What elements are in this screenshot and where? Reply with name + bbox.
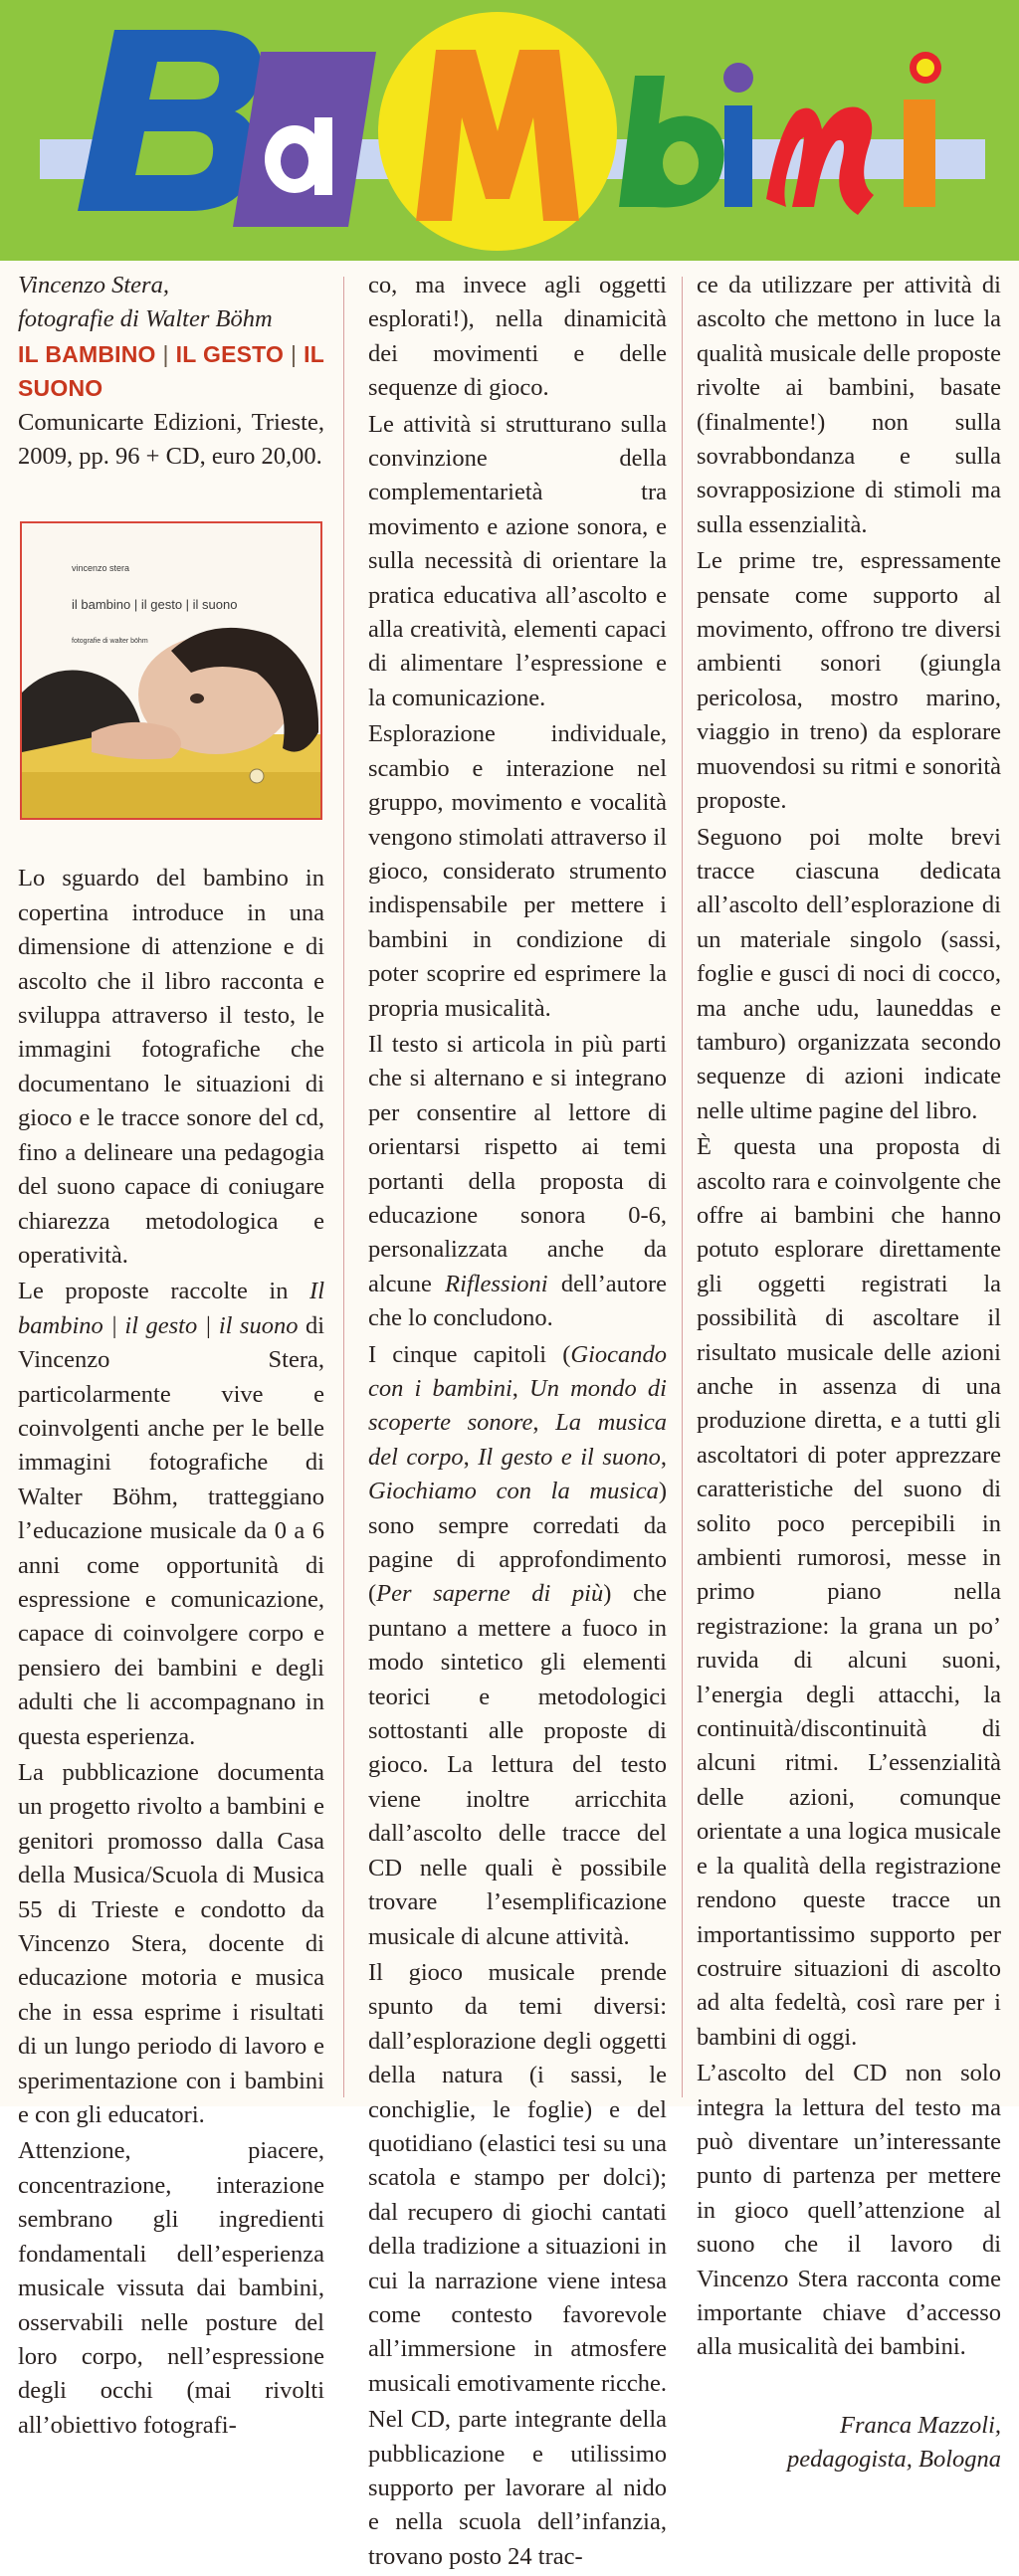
italic-term: Riflessioni	[445, 1270, 548, 1297]
paragraph	[368, 1338, 667, 1954]
paragraph: Seguono poi molte brevi tracce ciascuna dedicata all’ascolto dell’esplorazione di un materiale singolo (sassi, foglie e gusci di noci di cocco, ma anche udu, launeddas e tamburo) organizzata secondo sequenze di azioni indicate nelle ultime pagine del libro.	[697, 823, 1001, 1124]
column-rule	[343, 277, 344, 2097]
paragraph: È questa una proposta di ascolto rara e coinvolgente che offre ai bambini che hanno potuto esplorare direttamente gli oggetti registrati la possibilità di ascoltare il risultato musicale delle azioni anche in assenza di una produzione diretta, e a tutti gli ascoltatori di poter apprezzare caratteristiche del suono di solito poco percepibili in ambienti rumorosi, messe in primo piano nella registrazione: la grana un po’ ruvida di alcuni suoni, l’energia degli attacchi, la continuità/discontinuità di alcuni ritmi. L’essenzialità delle azioni, comunque orientate a una logica musicale e la qualità della registrazione rendono queste tracce un importantissimo supporto per costruire situazioni di ascolto ad alta fedeltà, così rare per i bambini di oggi.	[697, 1133, 1001, 2051]
publisher-info: Comunicarte Edizioni, Trieste, 2009, pp. 96 + CD, euro 20,00.	[18, 408, 324, 471]
cover-title: il bambino | il gesto | il suono	[72, 596, 238, 612]
book-author: Vincenzo Stera,	[18, 272, 169, 298]
paragraph: Il gioco musicale prende spunto da temi diversi: dall’esplorazione degli oggetti della natura (i sassi, le conchiglie, le foglie) e del quotidiano (elastici tesi su una scatola e stampo per dolci); dal recupero di giochi cantati della tradizione a situazioni in cui la narrazione viene intesa come contesto favorevole all’immersione in atmosfere musicali emotivamente ricche.	[368, 1958, 668, 2397]
paragraph: Esplorazione individuale, scambio e interazione nel gruppo, movimento e vocalità vengono stimolati attraverso il gioco, considerato strumento indispensabile per mettere i bambini in condizione di poter scoprire ed esprimere la propria musicalità.	[368, 720, 667, 1022]
text-run: Le proposte raccolte in	[18, 1278, 310, 1305]
book-title	[18, 337, 324, 406]
logo-letter-i2	[904, 52, 941, 207]
paragraph	[368, 1028, 667, 1336]
title-separator: |	[162, 340, 169, 367]
book-cover-image	[20, 521, 322, 820]
paragraph: co, ma invece agli oggetti esplorati!), nella dinamicità dei movimenti e delle sequenze di gioco.	[368, 272, 667, 402]
text-run: di Vincenzo Stera, particolarmente vive e coinvolgenti anche per le belle immagini fotografiche di Walter Böhm, tratteggiano l’educazione musicale da 0 a 6 anni come opportunità di espressione e comunicazione, capace di coinvolgere corpo e pensiero dei bambini e degli adulti che li accompagnano in questa esperienza.	[18, 1311, 325, 1750]
paragraph: Nel CD, parte integrante della pubblicazione e utilissimo supporto per lavorare al nido e nella scuola dell’infanzia, trovano posto 24 trac-	[368, 2406, 667, 2570]
book-title-part: IL BAMBINO	[18, 340, 156, 367]
column-3	[697, 269, 1001, 2477]
book-photographer: fotografie di Walter Böhm	[18, 305, 273, 333]
paragraph: Le prime tre, espressamente pensate come supporto al movimento, offrono tre diversi ambienti sonori (giungla pericolosa, mostro marino, viaggio in treno) da esplorare muovendosi su ritmi e sonorità proposte.	[697, 547, 1001, 815]
chapter-title: Un mondo di scoperte sonore	[368, 1375, 667, 1437]
book-title-part: IL GESTO	[175, 340, 285, 367]
logo-letter-n	[766, 106, 874, 215]
italic-term: Per saperne di più	[376, 1580, 604, 1608]
paragraph: La pubblicazione documenta un progetto rivolto a bambini e genitori promosso dalla Casa della Musica/Scuola di Musica 55 di Trieste e condotto da Vincenzo Stera, docente di educazione motoria e musica che in essa esprime i risultati di un lungo periodo di lavoro e sperimentazione con i bambini e con gli educatori.	[18, 1759, 324, 2129]
logo-letter-i	[723, 63, 753, 207]
column-2	[368, 269, 667, 2576]
logo-letter-B	[78, 30, 262, 211]
chapter-title: La musica del corpo	[368, 1409, 667, 1471]
bambini-logo	[0, 0, 1019, 261]
chapter-title: Il gesto e il suono	[478, 1443, 661, 1471]
signature	[697, 2409, 1001, 2477]
text-run: ,	[532, 1409, 556, 1437]
text-run: ,	[660, 1443, 668, 1471]
text-run: ,	[511, 1375, 530, 1402]
cover-child-photo	[22, 523, 320, 818]
signature-name: Franca Mazzoli,	[840, 2411, 1001, 2439]
chapter-title: Giocando con i bambini	[368, 1340, 667, 1402]
text-run: ,	[463, 1443, 479, 1471]
column-1	[18, 269, 324, 2445]
title-separator: |	[291, 340, 298, 367]
paragraph: Le attività si strutturano sulla convinzione della complementarietà tra movimento e azione sonora, e sulla necessità di orientare la pratica educativa all’ascolto e alla creatività, elementi capaci di alimentare l’espressione e la comunicazione.	[368, 410, 667, 711]
paragraph: L’ascolto del CD non solo integra la lettura del testo ma può diventare un’interessante punto di partenza per mettere in gioco quell’attenzione al suono che il lavoro di Vincenzo Stera racconta come importante chiave d’accesso alla musicalità dei bambini.	[697, 2060, 1001, 2361]
paragraph	[18, 1275, 324, 1754]
cover-author: vincenzo stera	[72, 563, 130, 574]
text-run: dell’autore che lo concludono.	[368, 1270, 667, 1332]
text-run: I cinque capitoli (	[368, 1340, 571, 1368]
banner-header	[0, 0, 1019, 261]
cover-byline: fotografie di walter böhm	[72, 638, 148, 646]
book-title-part: IL SUONO	[18, 340, 324, 402]
text-run: ) sono sempre corredati da pagine di approfondimento (	[368, 1478, 667, 1608]
text-run: Il testo si articola in più parti che si alternano e si integrano per consentire al lettore di orientarsi rispetto ai temi portanti della proposta di educazione sonora 0-6, personalizzata anche da alcune	[368, 1030, 667, 1297]
column-rule	[682, 277, 683, 2097]
paragraph: Attenzione, piacere, concentrazione, interazione sembrano gli ingredienti fondamentali dell’esperienza musicale vissuta dai bambini, osservabili nelle posture del loro corpo, nell’espressione degli occhi (mai rivolti all’obiettivo fotografi-	[18, 2137, 324, 2439]
book-title-italic: Il bambino | il gesto | il suono	[18, 1278, 324, 1339]
chapter-title: Giochiamo con la musica	[368, 1478, 659, 1505]
logo-letter-M	[378, 12, 617, 251]
logo-letter-b	[619, 76, 724, 207]
paragraph: ce da utilizzare per attività di ascolto che mettono in luce la qualità musicale delle proposte rivolte ai bambini, basate (finalmente!) non sulla sovrabbondanza e sulla sovrapposizione di stimoli ma sulla essenzialità.	[697, 272, 1001, 538]
paragraph: Lo sguardo del bambino in copertina introduce in una dimensione di attenzione e di ascolto che il libro racconta e sviluppa attraverso il testo, le immagini fotografiche che documentano le situazioni di gioco e le tracce sonore del cd, fino a delineare una pedagogia del suono capace di coniugare chiarezza metodologica e operatività.	[18, 865, 324, 1269]
signature-role: pedagogista, Bologna	[786, 2446, 1001, 2474]
text-run: ) che puntano a mettere a fuoco in modo sintetico gli elementi teorici e metodologici sottostanti alle proposte di gioco. La lettura del testo viene inoltre arricchita dall’ascolto delle tracce del CD nelle quali è possibile trovare l’esemplificazione musicale di alcune attività.	[368, 1580, 667, 1950]
article-page	[0, 261, 1019, 2570]
